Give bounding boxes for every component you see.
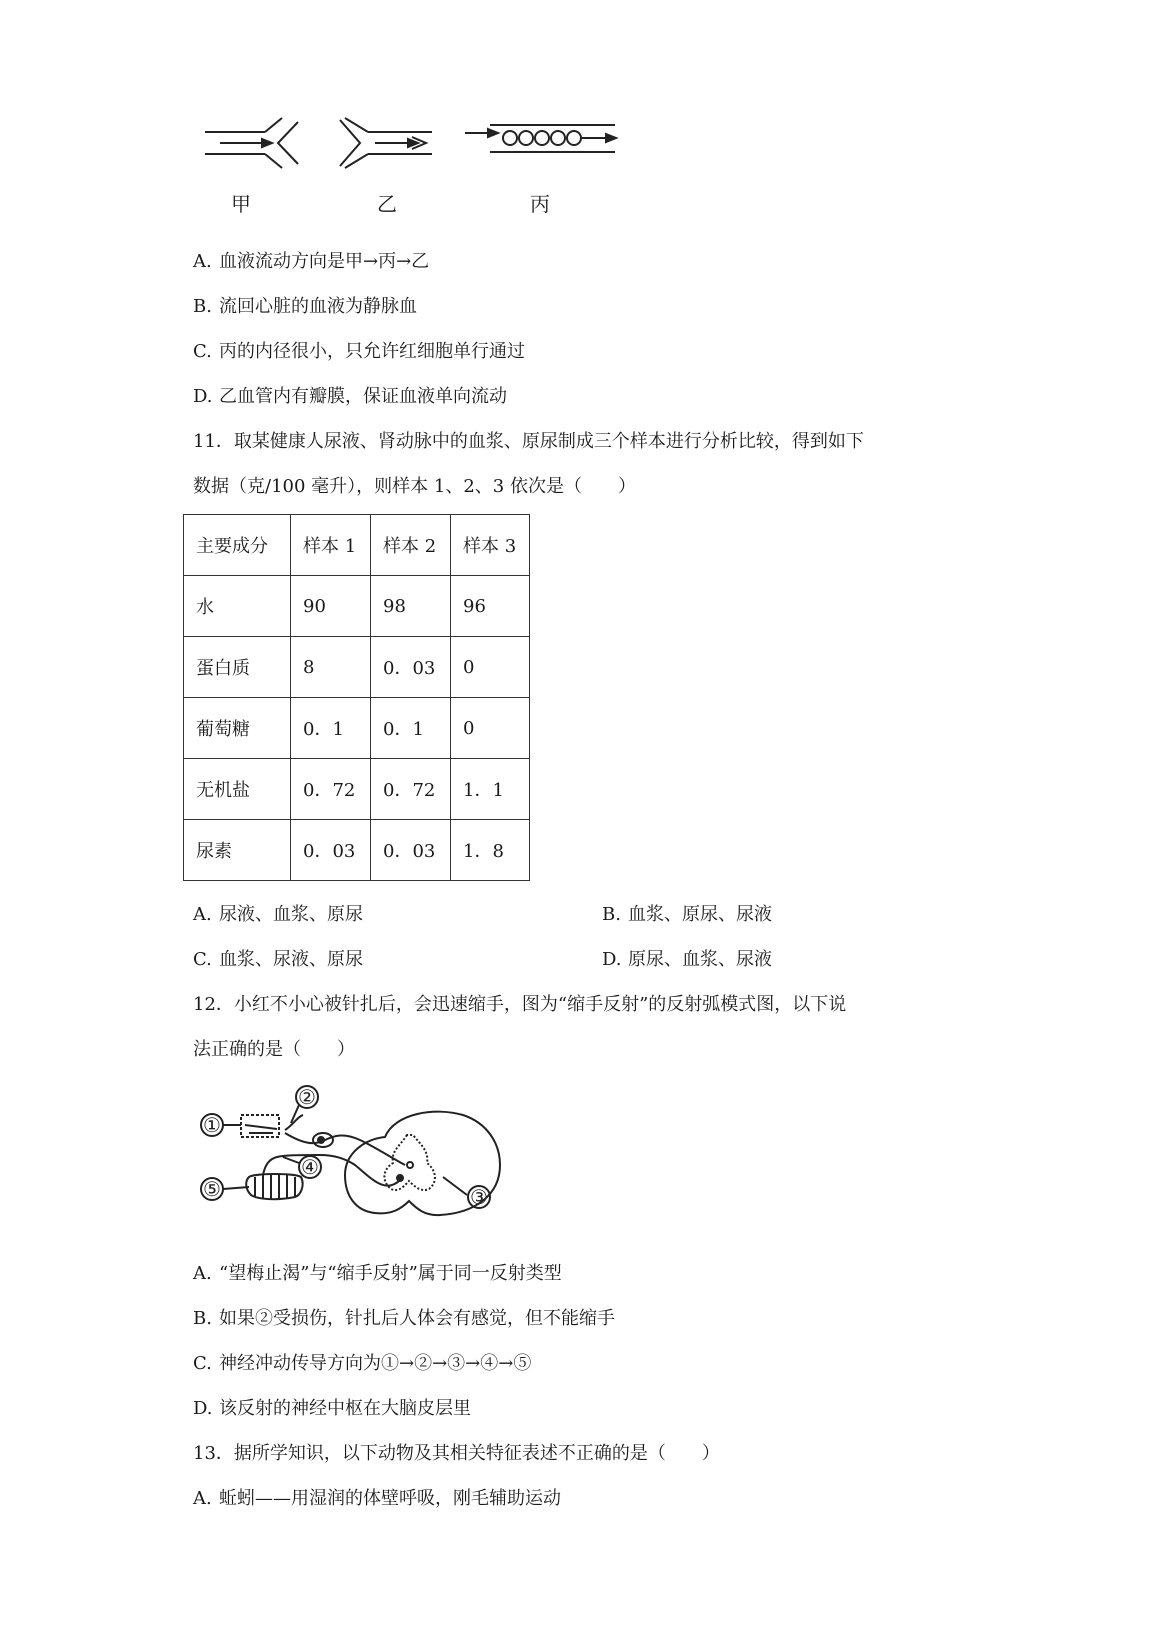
q12-option-c[interactable] [193, 1352, 531, 1376]
diagram-label-1: ① [203, 1113, 221, 1137]
option-letter: A. [193, 1263, 212, 1284]
q12-stem-line1: 12．小红不小心被针扎后，会迅速缩手，图为“缩手反射”的反射弧模式图，以下说 [193, 994, 847, 1015]
q11-option-a[interactable] [193, 903, 363, 927]
option-letter: B. [193, 1308, 212, 1329]
vessel-label-jia: 甲 [231, 192, 251, 216]
table-cell: 尿素 [184, 820, 291, 881]
table-cell: 0 [451, 698, 530, 759]
option-text: 如果②受损伤，针扎后人体会有感觉，但不能缩手 [219, 1308, 615, 1329]
q12-option-a[interactable] [193, 1262, 562, 1286]
option-letter: D. [193, 386, 213, 407]
table-cell: 8 [291, 637, 371, 698]
reflex-arc-diagram [195, 1085, 530, 1235]
table-header-cell: 样本 1 [291, 515, 371, 576]
table-cell: 水 [184, 576, 291, 637]
table-cell: 96 [451, 576, 530, 637]
q13-stem-line1: 13．据所学知识，以下动物及其相关特征表述不正确的是（ ） [193, 1443, 720, 1464]
vessel-bing [465, 125, 616, 152]
option-text: “望梅止渴”与“缩手反射”属于同一反射类型 [219, 1263, 562, 1284]
table-cell: 0．03 [371, 820, 451, 881]
option-text: 乙血管内有瓣膜，保证血液单向流动 [219, 386, 507, 407]
q13-option-a[interactable] [193, 1487, 561, 1511]
table-cell: 0．72 [291, 759, 371, 820]
vessel-label-bing: 丙 [530, 192, 550, 216]
option-text: 血浆、原尿、尿液 [628, 904, 772, 925]
table-cell: 0．03 [371, 637, 451, 698]
option-letter: A. [193, 251, 212, 272]
table-cell: 90 [291, 576, 371, 637]
table-header-cell: 样本 3 [451, 515, 530, 576]
sample-table [183, 514, 530, 881]
option-text: 该反射的神经中枢在大脑皮层里 [219, 1398, 471, 1419]
q10-option-b[interactable] [193, 295, 417, 319]
table-row [184, 820, 530, 881]
option-letter: C. [193, 949, 212, 970]
q10-option-a[interactable] [193, 250, 429, 274]
option-text: 血浆、尿液、原尿 [219, 949, 363, 970]
q10-option-d[interactable] [193, 385, 507, 409]
table-row [184, 759, 530, 820]
diagram-label-5: ⑤ [203, 1177, 221, 1201]
table-row [184, 637, 530, 698]
table-cell: 0 [451, 637, 530, 698]
option-letter: D. [193, 1398, 213, 1419]
table-cell: 无机盐 [184, 759, 291, 820]
q12-option-b[interactable] [193, 1307, 615, 1331]
q11-option-d[interactable] [602, 948, 772, 972]
q11-stem-line1: 11．取某健康人尿液、肾动脉中的血浆、原尿制成三个样本进行分析比较，得到如下 [193, 431, 864, 452]
q10-option-c[interactable] [193, 340, 525, 364]
table-header-cell: 样本 2 [371, 515, 451, 576]
table-cell: 98 [371, 576, 451, 637]
vessel-label-yi: 乙 [377, 192, 397, 216]
option-text: 原尿、血浆、尿液 [628, 949, 772, 970]
option-text: 蚯蚓——用湿润的体壁呼吸，刚毛辅助运动 [219, 1488, 561, 1509]
table-cell: 0．1 [371, 698, 451, 759]
table-cell: 葡萄糖 [184, 698, 291, 759]
option-letter: A. [193, 904, 212, 925]
table-cell: 0．72 [371, 759, 451, 820]
table-cell: 1．8 [451, 820, 530, 881]
option-text: 尿液、血浆、原尿 [219, 904, 363, 925]
q12-option-d[interactable] [193, 1397, 471, 1421]
option-letter: C. [193, 1353, 212, 1374]
option-text: 流回心脏的血液为静脉血 [219, 296, 417, 317]
table-cell: 1．1 [451, 759, 530, 820]
option-letter: D. [602, 949, 622, 970]
table-cell: 蛋白质 [184, 637, 291, 698]
table-row [184, 698, 530, 759]
vessel-jia [205, 118, 298, 168]
diagram-label-4: ④ [301, 1155, 319, 1179]
diagram-label-3: ③ [470, 1185, 488, 1209]
option-text: 丙的内径很小，只允许红细胞单行通过 [219, 341, 525, 362]
option-letter: C. [193, 341, 212, 362]
q12-stem-line2: 法正确的是（ ） [193, 1039, 355, 1060]
option-letter: B. [193, 296, 212, 317]
table-cell: 0．03 [291, 820, 371, 881]
option-letter: B. [602, 904, 621, 925]
vessel-yi [340, 118, 432, 168]
table-cell: 0．1 [291, 698, 371, 759]
option-letter: A. [193, 1488, 212, 1509]
option-text: 神经冲动传导方向为①→②→③→④→⑤ [219, 1353, 532, 1374]
q11-option-b[interactable] [602, 903, 772, 927]
table-header-row [184, 515, 530, 576]
blood-vessel-diagram [190, 108, 630, 178]
q11-option-c[interactable] [193, 948, 363, 972]
table-row [184, 576, 530, 637]
q11-stem-line2: 数据（克/100 毫升），则样本 1、2、3 依次是（ ） [193, 476, 636, 497]
option-text: 血液流动方向是甲→丙→乙 [219, 251, 430, 272]
diagram-label-2: ② [298, 1085, 316, 1109]
table-header-cell: 主要成分 [184, 515, 291, 576]
